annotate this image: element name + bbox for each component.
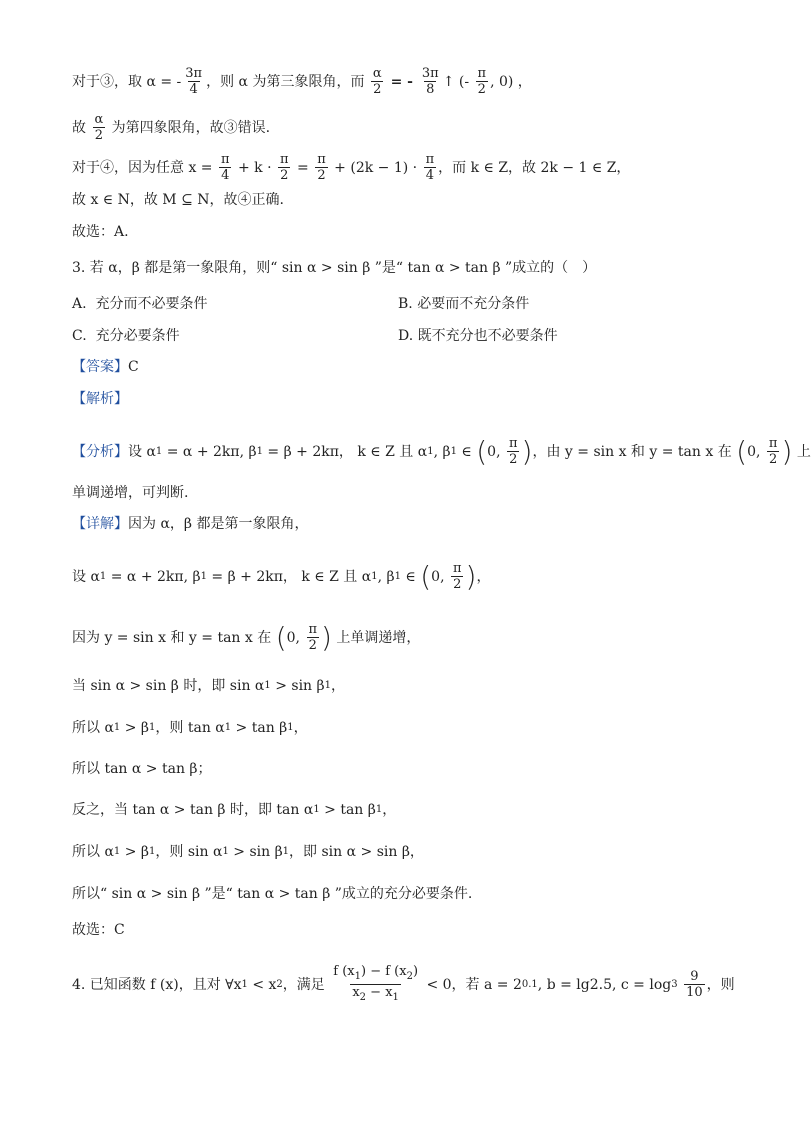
fraction: $\frac{9}{10}$	[686, 969, 703, 1000]
answer-value: C	[128, 359, 139, 375]
option-a: A. 充分而不必要条件	[72, 296, 208, 312]
fraction: $\frac{\pi}{2}$	[280, 152, 289, 183]
detail-line-1: 设 α 1 = α + 2kπ, β 1 = β + 2kπ， k ∈ Z 且 α 1 , β 1 ∈ ( 0, $\frac{\pi}{2}$ ) ，	[72, 559, 491, 593]
text-line-4: 故 x ∈ N，故 M ⊆ N，故④正确.	[72, 192, 284, 208]
text-line-5: 故选：A.	[72, 224, 129, 240]
detail-line-5: 所以 tan α > tan β；	[72, 761, 212, 777]
analysis-heading: 【解析】	[72, 391, 128, 407]
question-3: 3. 若 α，β 都是第一象限角，则“ sin α > sin β ”是“ tan α > tan β ”成立的（ ）	[72, 260, 597, 276]
option-c: C. 充分必要条件	[72, 328, 180, 344]
fenxi-line-2: 单调递增，可判断.	[72, 485, 189, 501]
fraction: $\frac{\alpha}{2}$	[94, 112, 104, 143]
option-b: B. 必要而不充分条件	[398, 296, 530, 312]
detail-line-6: 反之，当 tan α > tan β 时，即 tan α 1 > tan β 1 ，	[72, 802, 397, 818]
fenxi-line: 【分析】 设 α 1 = α + 2kπ, β 1 = β + 2kπ， k ∈ Z 且 α 1 , β 1 ∈ ( 0, $\frac{\pi}{2}$ ) ，由 y = sin x 和 y = tan x 在 ( 0, $\frac{\pi}{2}$ ) 上	[72, 434, 811, 468]
detail-line-7: 所以 α 1 > β 1 ，则 sin α 1 > sin β 1 ，即 sin α > sin β，	[72, 844, 424, 860]
fraction: $\frac{\pi}{4}$	[425, 152, 435, 183]
detail-line-3: 当 sin α > sin β 时，即 sin α 1 > sin β 1 ，	[72, 678, 345, 694]
fraction: $\frac{\pi}{2}$	[477, 66, 487, 97]
answer-tag: 【答案】	[72, 359, 128, 375]
fraction: $\frac{\pi}{4}$	[220, 152, 230, 183]
answer-line	[72, 357, 754, 377]
text-line-2: 故 $\frac{\alpha}{2}$ 为第四象限角，故③错误.	[72, 112, 271, 143]
detail-line-4: 所以 α 1 > β 1 ，则 tan α 1 > tan β 1 ，	[72, 720, 308, 736]
fraction: $\frac{\pi}{2}$	[508, 436, 518, 467]
text-line-1: 对于③，取 α = - $\frac{3\pi}{4}$ ，则 α 为第三象限角，而 $\frac{\alpha}{2}$ = - $\frac{3\pi}{8}$ ↑ (- $\frac{\pi}{2}$ , 0) ，	[72, 66, 532, 97]
fraction: $\frac{\alpha}{2}$	[372, 66, 382, 97]
option-d: D. 既不充分也不必要条件	[398, 328, 558, 344]
fraction: $\frac{\pi}{2}$	[317, 152, 326, 183]
detail-line-8: 所以“ sin α > sin β ”是“ tan α > tan β ”成立的充分必要条件.	[72, 886, 473, 902]
fraction: $\frac{f (x_1) - f (x_2)}{x_2 - x_1}$	[333, 964, 419, 1003]
fraction: $\frac{\pi}{2}$	[308, 622, 317, 653]
fraction: $\frac{\pi}{2}$	[768, 436, 778, 467]
fraction: $\frac{3\pi}{8}$	[421, 66, 439, 97]
detail-line-9: 故选：C	[72, 922, 125, 938]
xiangjie-line: 【详解】 因为 α，β 都是第一象限角，	[72, 516, 309, 532]
fraction: $\frac{\pi}{2}$	[452, 561, 462, 592]
text-line-3: 对于④，因为任意 x = $\frac{\pi}{4}$ + k · $\frac{\pi}{2}$ = $\frac{\pi}{2}$ + (2k − 1) · $\frac{\pi}{4}$ ，而 k ∈ Z，故 2k − 1 ∈ Z，	[72, 152, 631, 183]
question-4: 4. 已知函数 f (x)，且对 ∀x 1 < x 2 ，满足 $\frac{f (x_1) - f (x_2)}{x_2 - x_1}$ < 0，若 a = 2 0.1 , b = lg2.5, c = log 3 $\frac{9}{10}$ ，则	[72, 964, 735, 1003]
fraction: $\frac{3\pi}{4}$	[185, 66, 203, 97]
detail-line-2: 因为 y = sin x 和 y = tan x 在 ( 0, $\frac{\pi}{2}$ ) 上单调递增，	[72, 620, 421, 654]
